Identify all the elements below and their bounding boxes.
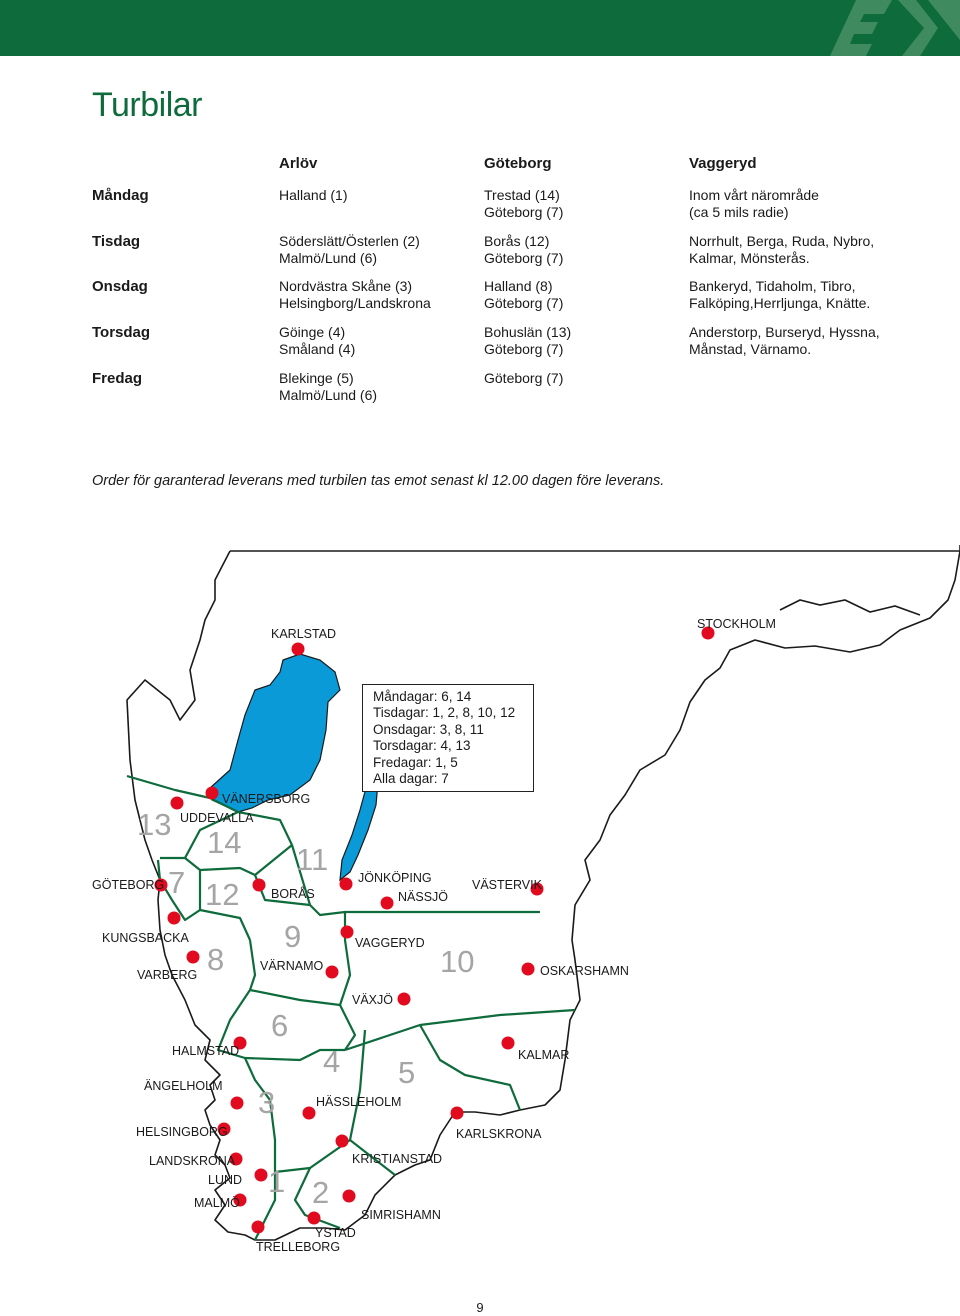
city-label-angelholm: ÄNGELHOLM [144, 1079, 223, 1093]
column-header-goteborg: Göteborg [484, 155, 552, 172]
vaggeryd-cell: Norrhult, Berga, Ruda, Nybro, Kalmar, Mönsterås. [689, 233, 875, 266]
city-label-malmo: MALMÖ [194, 1196, 240, 1210]
city-dot-karlskrona [451, 1107, 464, 1120]
city-dot-boras [253, 879, 266, 892]
city-dot-nassjo [381, 897, 394, 910]
city-label-boras: BORÅS [271, 887, 315, 901]
column-header-vaggeryd: Vaggeryd [689, 155, 757, 172]
city-dot-lund [255, 1169, 268, 1182]
city-label-vastervik: VÄSTERVIK [472, 878, 542, 892]
goteborg-cell: Halland (8) Göteborg (7) [484, 278, 564, 311]
city-dot-vanersborg [206, 787, 219, 800]
coastline [127, 545, 960, 1240]
city-label-vaggeryd: VAGGERYD [355, 936, 425, 950]
city-label-kristianstad: KRISTIANSTAD [352, 1152, 443, 1166]
city-dot-oskarshamn [522, 963, 535, 976]
route-day-legend [362, 684, 534, 792]
city-dot-kristianstad [336, 1135, 349, 1148]
city-dot-varnamo [326, 966, 339, 979]
city-label-kungsbacka: KUNGSBACKA [102, 931, 189, 945]
order-note: Order för garanterad leverans med turbilen tas emot senast kl 12.00 dagen före leverans. [92, 473, 665, 489]
goteborg-cell: Trestad (14) Göteborg (7) [484, 187, 564, 220]
city-label-varberg: VARBERG [137, 968, 198, 982]
goteborg-cell: Borås (12) Göteborg (7) [484, 233, 564, 266]
city-label-oskarshamn: OSKARSHAMN [540, 964, 629, 978]
zone-10: 10 [440, 944, 475, 979]
city-dot-trelleborg [252, 1221, 265, 1234]
legend-row: Måndagar: 6, 14 [373, 689, 472, 704]
zone-6: 6 [271, 1008, 289, 1043]
zone-4: 4 [323, 1044, 341, 1079]
arlov-cell: Halland (1) [279, 187, 348, 203]
city-dot-ystad [308, 1212, 321, 1225]
header-bar [0, 0, 960, 56]
city-label-halmstad: HALMSTAD [172, 1044, 240, 1058]
city-label-stockholm: STOCKHOLM [697, 617, 776, 631]
city-label-helsingborg: HELSINGBORG [136, 1125, 228, 1139]
zone-9: 9 [284, 919, 302, 954]
column-header-arlov: Arlöv [279, 155, 318, 172]
city-dot-jonkoping [340, 878, 353, 891]
city-label-jonkoping: JÖNKÖPING [358, 871, 432, 885]
zone-13: 13 [137, 807, 172, 842]
city-label-trelleborg: TRELLEBORG [256, 1240, 341, 1254]
city-dot-hassleholm [303, 1107, 316, 1120]
city-dot-uddevalla [171, 797, 184, 810]
city-label-landskrona: LANDSKRONA [149, 1154, 236, 1168]
legend-row: Tisdagar: 1, 2, 8, 10, 12 [373, 705, 516, 720]
city-dot-karlstad [292, 643, 305, 656]
arlov-cell: Söderslätt/Österlen (2) Malmö/Lund (6) [279, 233, 420, 266]
goteborg-cell: Göteborg (7) [484, 370, 564, 386]
city-dot-kungsbacka [168, 912, 181, 925]
city-label-lund: LUND [208, 1173, 243, 1187]
lake-vattern [340, 782, 378, 880]
day-label: Torsdag [92, 324, 151, 341]
city-dot-angelholm [231, 1097, 244, 1110]
city-dot-varberg [187, 951, 200, 964]
page-title: Turbilar [92, 86, 202, 124]
legend-row: Fredagar: 1, 5 [373, 755, 458, 770]
lake-vanern [210, 654, 340, 812]
legend-row: Onsdagar: 3, 8, 11 [373, 722, 484, 737]
zone-11: 11 [296, 842, 329, 877]
city-label-karlstad: KARLSTAD [271, 627, 337, 641]
zone-2: 2 [312, 1175, 330, 1210]
city-label-nassjo: NÄSSJÖ [398, 890, 449, 904]
city-label-simrishamn: SIMRISHAMN [361, 1208, 441, 1222]
city-label-karlskrona: KARLSKRONA [456, 1127, 542, 1141]
day-label: Måndag [92, 187, 149, 204]
city-label-vanersborg: VÄNERSBORG [222, 792, 311, 806]
day-label: Tisdag [92, 233, 141, 250]
delivery-route-map [0, 540, 960, 1280]
legend-row: Alla dagar: 7 [373, 771, 449, 786]
zone-1: 1 [268, 1164, 286, 1199]
arlov-cell: Göinge (4) Småland (4) [279, 324, 356, 357]
zone-14: 14 [207, 825, 242, 860]
city-dot-vaggeryd [341, 926, 354, 939]
goteborg-cell: Bohuslän (13) Göteborg (7) [484, 324, 572, 357]
legend-row: Torsdagar: 4, 13 [373, 738, 471, 753]
vaggeryd-cell: Inom vårt närområde (ca 5 mils radie) [689, 187, 819, 220]
city-label-kalmar: KALMAR [518, 1048, 570, 1062]
zone-7: 7 [168, 865, 186, 900]
arlov-cell: Blekinge (5) Malmö/Lund (6) [279, 370, 378, 403]
day-label: Onsdag [92, 278, 148, 295]
city-label-hassleholm: HÄSSLEHOLM [316, 1095, 402, 1109]
day-label: Fredag [92, 370, 143, 387]
vaggeryd-cell: Anderstorp, Burseryd, Hyssna, Månstad, Värnamo. [689, 324, 880, 357]
zone-3: 3 [258, 1085, 276, 1120]
zone-8: 8 [207, 942, 225, 977]
arlov-cell: Nordvästra Skåne (3) Helsingborg/Landskrona [279, 278, 431, 311]
page-number: 9 [476, 1300, 484, 1315]
city-label-goteborg: GÖTEBORG [92, 878, 165, 892]
city-label-uddevalla: UDDEVALLA [180, 811, 254, 825]
city-label-vaxjo: VÄXJÖ [352, 993, 393, 1007]
zone-12: 12 [205, 877, 240, 912]
zone-5: 5 [398, 1055, 416, 1090]
city-dot-vaxjo [398, 993, 411, 1006]
city-dot-simrishamn [343, 1190, 356, 1203]
brand-logo-icon [820, 0, 960, 56]
city-label-varnamo: VÄRNAMO [260, 959, 324, 973]
city-label-ystad: YSTAD [315, 1226, 356, 1240]
city-dot-kalmar [502, 1037, 515, 1050]
vaggeryd-cell: Bankeryd, Tidaholm, Tibro, Falköping,Herrljunga, Knätte. [689, 278, 871, 311]
